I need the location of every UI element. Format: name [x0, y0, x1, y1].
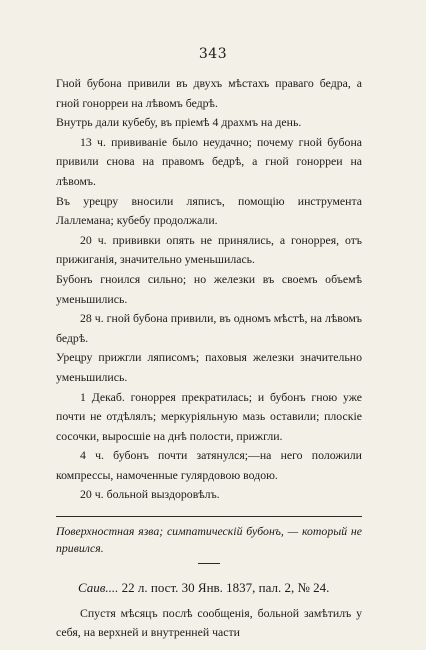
paragraph-5: 20 ч. прививки опять не принялись, а гоноррея, отъ прижиганія, значительно уменьшилась.: [56, 232, 362, 267]
section-divider: [56, 516, 362, 517]
patient-name: Саив....: [78, 580, 119, 596]
paragraph-3: 13 ч. прививаніе было неудачно; почему гной бубона привили снова на правомъ бедрѣ, а гной гонорреи на лѣвомъ.: [56, 134, 362, 188]
short-divider: [198, 563, 220, 564]
paragraph-2: Внутрь дали кубебу, въ пріемѣ 4 драхмъ на день.: [56, 115, 302, 130]
paragraph-8: Урецру прижгли ляписомъ; паховыя железки значительно уменьшились.: [56, 350, 362, 384]
page-body: [56, 74, 362, 643]
citation-details: 22 л. пост. 30 Янв. 1837, пал. 2, № 24.: [118, 580, 330, 596]
paragraph-1: Гной бубона привили въ двухъ мѣстахъ праваго бедра, а гной гонорреи на лѣвомъ бедрѣ.: [56, 76, 362, 110]
case-citation: [56, 578, 362, 598]
page-number: 343: [198, 46, 228, 62]
paragraph-4: Въ урецру вносили ляписъ, помощію инструмента Лаллемана; кубебу продолжали.: [56, 193, 362, 228]
paragraph-11: 20 ч. больной выздоровѣлъ.: [80, 487, 220, 502]
case-subheading: Поверхностная язва; симпатическій бубонъ, — который не привился.: [56, 524, 362, 556]
paragraph-7: 28 ч. гной бубона привили, въ одномъ мѣстѣ, на лѣвомъ бедрѣ.: [56, 311, 362, 345]
paragraph-10: 4 ч. бубонъ почти затянулся;—на него положили компрессы, намоченные гулярдовою водою.: [56, 448, 362, 482]
paragraph-6: Бубонъ гноился сильно; но железки въ своемъ объемѣ уменьшились.: [56, 271, 362, 306]
paragraph-9: 1 Декаб. гоноррея прекратилась; и бубонъ гною уже почти не отдѣлялъ; меркуріяльную мазь оставили; плоскіе сосочки, выросшіе на днѣ полости, прижгли.: [56, 389, 362, 443]
final-paragraph: Спустя мѣсяцъ послѣ сообщенія, больной замѣтилъ у себя, на верхней и внутренней части: [56, 605, 362, 640]
